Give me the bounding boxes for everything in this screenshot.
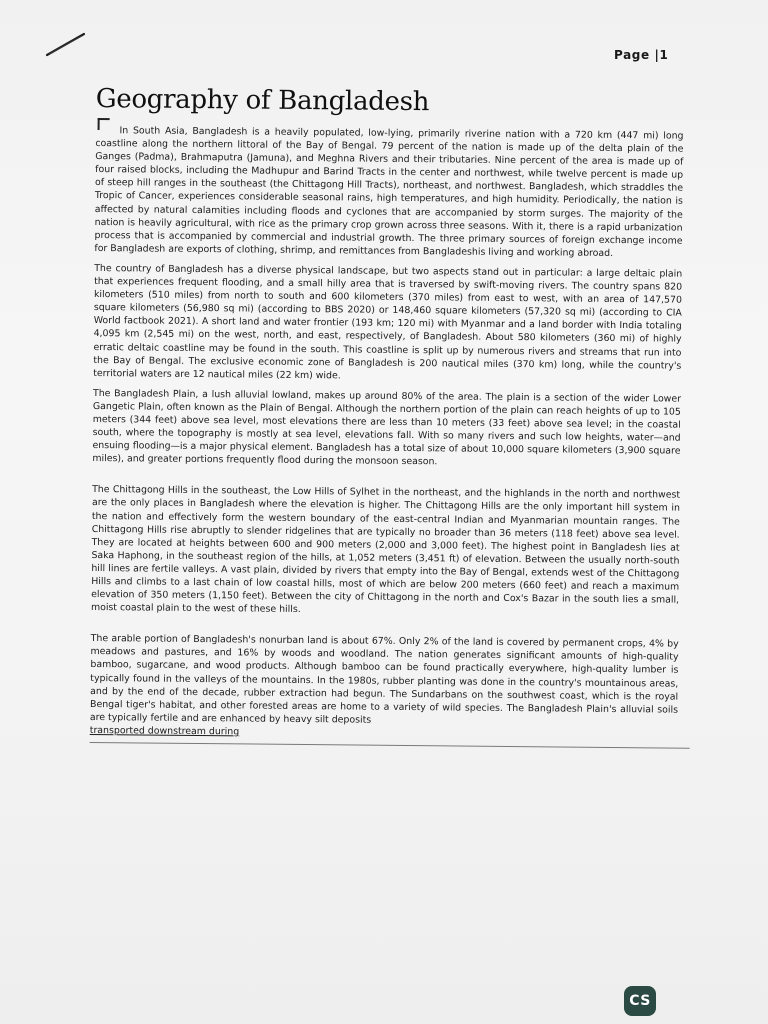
paragraph-land-use (90, 632, 679, 742)
pen-stroke-mark (44, 30, 88, 58)
paragraph-hills: The Chittagong Hills in the southeast, the Low Hills of Sylhet in the northeast, and the highlands in the north and northwest are the only places in Bangladesh where the elevation is higher. The Chittagong Hills are the only important hill system in the nation and effectively form the western boundary of the east-central Indian and Myanmarian mountain ranges. The Chittagong Hills rise abruptly to slender ridgelines that are typically no broader than 36 meters (118 feet) above sea level. They are located at heights between 600 and 900 meters (2,000 and 3,000 feet). The highest point in Bangladesh lies at Saka Haphong, in the southeast region of the hills, at 1,052 meters (3,451 ft) of elevation. Between the usually north-south hill lines are fertile valleys. A vast plain, divided by rivers that empty into the Bay of Bengal, extends west of the Chittagong Hills and climbs to a last chain of low coastal hills, most of which are below 200 meters (660 feet) and reach a maximum elevation of 350 meters (1,150 feet). Between the city of Chittagong in the north and Cox's Bazar in the south lies a small, moist coastal plain to the west of these hills. (90, 484, 681, 616)
page-number: Page |1 (614, 48, 669, 62)
paragraph-land-use-text: The arable portion of Bangladesh's nonurban land is about 67%. Only 2% of the land is covered by permanent crops, 4% by meadows and pastures, and 16% by woods and woodland. The nation generates significant amounts of high-quality bamboo, sugarcane, and wood products. Although bamboo can be found practically everywhere, high-quality lumber is typically found in the valleys of the mountains. In the 1980s, rubber planting was done in the country's mountainous areas, and by the end of the decade, rubber extraction had begun. The Sundarbans on the southwest coast, which is the royal Bengal tiger's habitat, and other forested areas are home to a variety of wild species. The Bangladesh Plain's alluvial soils are typically fertile and are enhanced by heavy silt deposits (89, 633, 679, 726)
bottom-rule-line (90, 742, 690, 749)
paragraph-landscape: The country of Bangladesh has a diverse physical landscape, but two aspects stand out in particular: a large deltaic plain that experiences frequent flooding, and a small hilly area that is traversed by swift-moving rivers. The country spans 820 kilometers (510 miles) from north to south and 600 kilometers (370 miles) from east to west, with an area of 147,570 square kilometers (56,980 sq mi) (according to BBS 2020) or 148,460 square kilometers (57,320 sq mi) (according to CIA World factbook 2021). A short land and water frontier (193 km; 120 mi) with Myanmar and a land border with India totaling 4,095 km (2,545 mi) on the west, north, and east, respectively, of Bangladesh. About 580 kilometers (360 mi) of highly erratic deltaic coastline may be found in the south. This coastline is split up by numerous rivers and streams that run into the Bay of Bengal. The exclusive economic zone of Bangladesh is 200 nautical miles (370 km) long, while the country's territorial waters are 12 nautical miles (22 km) wide. (93, 262, 683, 382)
camscanner-logo-badge: CS (624, 986, 656, 1016)
paragraph-last-line: transported downstream during (89, 724, 240, 738)
paragraph-intro: In South Asia, Bangladesh is a heavily populated, low-lying, primarily riverine nation with a 720 km (447 mi) long coastline along the northern littoral of the Bay of Bengal. 79 percent of the nation is made up of the delta plain of the Ganges (Padma), Brahmaputra (Jamuna), and Meghna Rivers and their tributaries. Nine percent of the area is made up of four raised blocks, including the Madhupur and Barind Tracts in the center and northwest, while twelve percent is made up of steep hill ranges in the southeast (the Chittagong Hill Tracts), northeast, and northwest. Bangladesh, which straddles the Tropic of Cancer, experiences considerable seasonal rains, high temperatures, and high humidity. Periodically, the nation is affected by natural calamities including floods and cyclones that are accompanied by storm surges. The majority of the nation is heavily agricultural, with rice as the primary crop grown across three seasons. With it, there is a rapid urbanization process that is accompanied by commercial and industrial growth. The three primary sources of foreign exchange income for Bangladesh are exports of clothing, shrimp, and remittances from Bangladeshis living and working abroad. (94, 125, 684, 259)
corner-bracket-mark (98, 118, 110, 130)
document-title: Geography of Bangladesh (95, 84, 430, 118)
document-body (90, 84, 684, 749)
paragraph-plain: The Bangladesh Plain, a lush alluvial lowland, makes up around 80% of the area. The plain is a section of the wider Lower Gangetic Plain, often known as the Plain of Bengal. Although the northern portion of the plain can reach heights of up to 105 meters (344 feet) above sea level, most elevations there are less than 10 meters (33 feet) above sea level; in the coastal south, where the topography is mostly at sea level, elevations fall. With so many rivers and such low heights, water—and ensuing flooding—is a major physical element. Bangladesh has a total size of about 10,000 square kilometers (3,900 square miles), and greater portions frequently flood during the monsoon season. (92, 387, 682, 468)
